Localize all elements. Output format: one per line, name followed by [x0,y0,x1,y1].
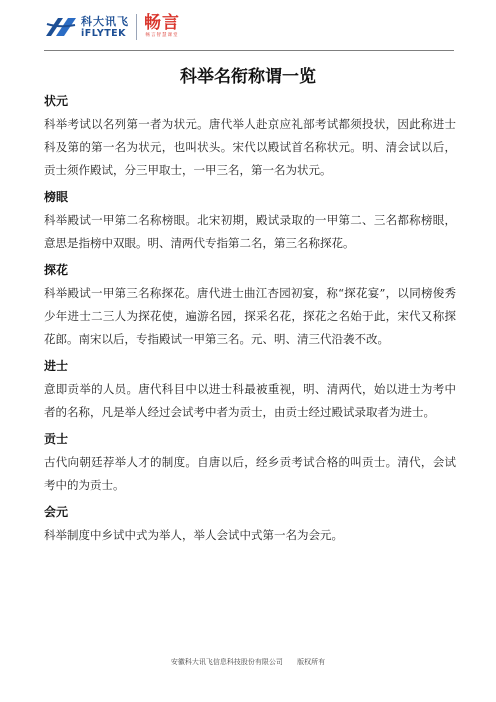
brand-name: 畅言 [144,13,180,34]
logo-divider [136,14,137,40]
footer-company: 安徽科大讯飞信息科技股份有限公司 [170,658,283,666]
section-heading-gongshi: 贡士 [44,432,69,446]
section-body-bangyan: 科举殿试一甲第二名称榜眼。北宋初期，殿试录取的一甲第二、三名都称榜眼，意思是指榜中双眼。明、清两代专指第二名，第三名称探花。 [44,213,456,250]
footer-rights: 版权所有 [297,658,326,666]
page-header [44,14,454,52]
document-title: 科举名衔称谓一览 [180,67,316,87]
section-heading-huiyuan: 会元 [44,505,69,519]
section-body-huiyuan: 科举制度中乡试中式为举人，举人会试中式第一名为会元。 [44,528,343,542]
header-divider [44,50,454,51]
page-footer [0,657,496,667]
brand-mark [144,15,180,39]
brand-subtitle: 畅言智慧课堂 [145,33,179,39]
section-heading-bangyan: 榜眼 [44,190,69,204]
iflytek-logo-icon [44,14,78,40]
section-body-jinshi: 意即贡举的人员。唐代科目中以进士科最被重视，明、清两代，始以进士为考中者的名称，凡是举人经过会试考中者为贡士，由贡士经过殿试录取者为进士。 [44,382,456,419]
section-body-gongshi: 古代向朝廷荐举人才的制度。自唐以后，经乡贡考试合格的叫贡士。清代，会试考中的为贡士。 [44,455,456,492]
section-body-zhuangyuan: 科举考试以名列第一者为状元。唐代举人赴京应礼部考试都须投状，因此称进士科及第的第一名为状元，也叫状头。宋代以殿试首名称状元。明、清会试以后，贡士须作殿试，分三甲取士，一甲三名，第一名为状元。 [44,117,456,177]
logo-group [44,14,180,40]
section-heading-jinshi: 进士 [44,359,69,373]
section-body-tanhua: 科举殿试一甲第三名称探花。唐代进士曲江杏园初宴，称“探花宴”，以同榜俊秀少年进士二三人为探花使，遍游名园，探采名花，探花之名始于此，宋代又称探花郎。南宋以后，专指殿试一甲第三名。元、明、清三代沿袭不改。 [44,286,456,346]
logo-wordmark [81,16,129,39]
logo-english-name: iFLYTEK [81,27,127,39]
logo-chinese-name: 科大讯飞 [81,14,129,28]
document-content [44,92,456,547]
section-heading-zhuangyuan: 状元 [44,94,69,108]
section-heading-tanhua: 探花 [44,263,69,277]
